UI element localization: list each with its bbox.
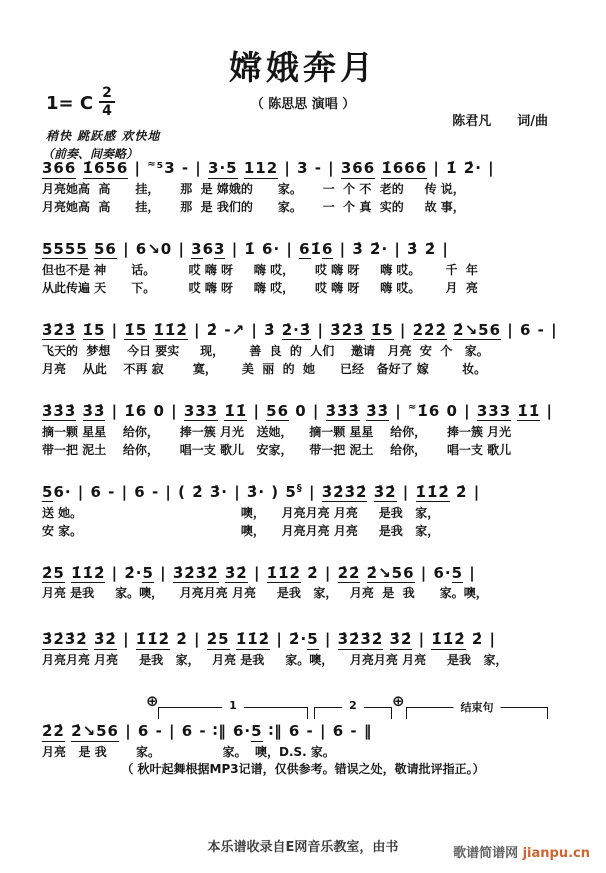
tempo-marking: 稍快 跳跃感 欢快地 [46, 129, 161, 143]
coda-icon: ⊕ [392, 692, 405, 711]
ending-label: 结束句 [454, 699, 501, 715]
system-3 [42, 320, 582, 379]
notes-line-1: 366 1̇656 | ≈⁵3 - | 3·5 112 | 3 - | 366 1̇666 | 1̇ 2̇· | [42, 159, 495, 177]
notes-line-5: 56· | 6 - | 6 - | ( 2̇ 3̇· | 3̇· ) 5§ | 3̇2̇3̇2̇ 3̇2̇ | 1̇1̇2̇ 2̇ | [42, 482, 481, 501]
coda-icon: ⊕ [146, 692, 159, 711]
song-title: 嫦娥奔月 [229, 48, 377, 87]
notes-line-3: 3̇2̇3̇ 1̇5 | 1̇5 1̇1̇2̇ | 2̇ -↗ | 3̇ 2̇·3̇ | 3̇2̇3̇ 1̇5 | 2̇2̇2̇ 2̇↘56 | 6 - | [42, 320, 558, 339]
score-systems [42, 158, 582, 766]
system-5 [42, 482, 582, 541]
volta-2-bracket [314, 699, 392, 719]
lyric-line-4-1: 摘一颗 星星 给你， 捧一簇 月光 送她， 摘一颗 星星 给你， 捧一簇 月光 [42, 424, 512, 439]
lyric-line-5-2: 安 家。 噢， 月亮月亮 月亮 是我 家， [42, 524, 440, 539]
meter-denominator: 4 [102, 103, 112, 119]
performer-line: （ 陈思思 演唱 ） [250, 97, 356, 112]
lyric-line-3-1: 飞天的 梦想 今日 要实 现， 善 良 的 人们 邀请 月亮 安 个 家。 [42, 343, 489, 358]
notes-line-7: 3̇2̇3̇2̇ 3̇2̇ | 1̇1̇2̇ 2̇ | 2̇5 1̇1̇2̇ | 2̇·5 | 3̇2̇3̇2̇ 3̇2̇ | 1̇1̇2̇ 2̇ | [42, 630, 497, 649]
notes-line-6: 2̇5 1̇1̇2̇ | 2̇·5 | 3̇2̇3̇2̇ 3̇2̇ | 1̇1̇2̇ 2̇ | 2̇2̇ 2̇↘56 | 6·5 | [42, 563, 476, 582]
time-signature [99, 86, 115, 118]
system-7 [42, 629, 582, 669]
volta-1-bracket [158, 699, 308, 719]
volta-2-label: 2 [342, 699, 364, 712]
lyric-line-2-2: 从此传遍 天 下。 哎 嗨 呀 嗨 哎， 哎 嗨 呀 嗨 哎。 月 亮 [42, 281, 478, 296]
key-signature [46, 86, 115, 118]
lyric-line-8-1: 月亮 是 我 家。 家。 噢，D.S. 家。 [42, 745, 335, 760]
notes-line-4: 3̇3̇3̇ 3̇3̇ | 1̇6 0 | 333 1̇1̇ | 56 0 | 3̇3̇3̇ 3̇3̇ | ≈1̇6 0 | 333 1̇1̇ | [42, 401, 553, 420]
lyric-line-2-1: 但也不是 神 话。 哎 嗨 呀 嗨 哎， 哎 嗨 呀 嗨 哎。 千 年 [42, 262, 478, 277]
composer-credit: 陈君凡 词/曲 [452, 114, 548, 129]
source-credit: 本乐谱收录自E网音乐教室，由书 [207, 840, 399, 855]
watermark-name: 歌谱简谱网 [453, 846, 523, 861]
volta-1-label: 1 [222, 699, 244, 712]
system-1 [42, 158, 582, 217]
system-4 [42, 401, 582, 460]
lyric-line-1-2: 月亮她高 高 挂， 那 是 我们的 家。 一 个 真 实的 故 事， [42, 200, 465, 215]
lyric-line-3-2: 月亮 从此 不再 寂 寞， 美 丽 的 她 已经 备好了 嫁 妆。 [42, 362, 487, 377]
ending-overlay [42, 692, 582, 721]
watermark-site-link: jianpu.cn [522, 846, 590, 861]
system-8 [42, 692, 582, 761]
key-text: 1= C [46, 93, 94, 114]
system-2 [42, 239, 582, 298]
notes-line-2: 5555 56 | 6↘0 | 363 | 1̇ 6· | 61̇6 | 3̇ 2̇· | 3̇ 2̇ | [42, 239, 449, 258]
lyric-line-7-1: 月亮月亮 月亮 是我 家， 月亮 是我 家。噢， 月亮月亮 月亮 是我 家， [42, 652, 508, 667]
site-watermark [453, 842, 590, 861]
lyric-line-4-2: 带一把 泥土 给你， 唱一支 歌儿 安家， 带一把 泥土 给你， 唱一支 歌儿 [42, 443, 512, 458]
lyric-line-6-1: 月亮 是我 家。噢， 月亮月亮 月亮 是我 家， 月亮 是 我 家。噢， [42, 586, 488, 601]
intro-note: （前奏、间奏略） [42, 147, 139, 161]
transcriber-footnote: （ 秋叶起舞根据MP3记谱，仅供参考。错误之处，敬请批评指正。） [121, 762, 485, 776]
ending-bracket [406, 701, 548, 719]
lyric-line-1-1: 月亮她高 高 挂， 那 是 嫦娥的 家。 一 个 不 老的 传 说， [42, 181, 465, 196]
notes-line-8: 2̇2̇ 2̇↘56 | 6 - | 6 - ∶‖ 6·5 ∶‖ 6 - | 6 - ‖ [42, 722, 373, 741]
lyric-line-5-1: 送 她。 噢， 月亮月亮 月亮 是我 家， [42, 505, 440, 520]
meter-numerator: 2 [99, 86, 115, 103]
system-6 [42, 563, 582, 603]
